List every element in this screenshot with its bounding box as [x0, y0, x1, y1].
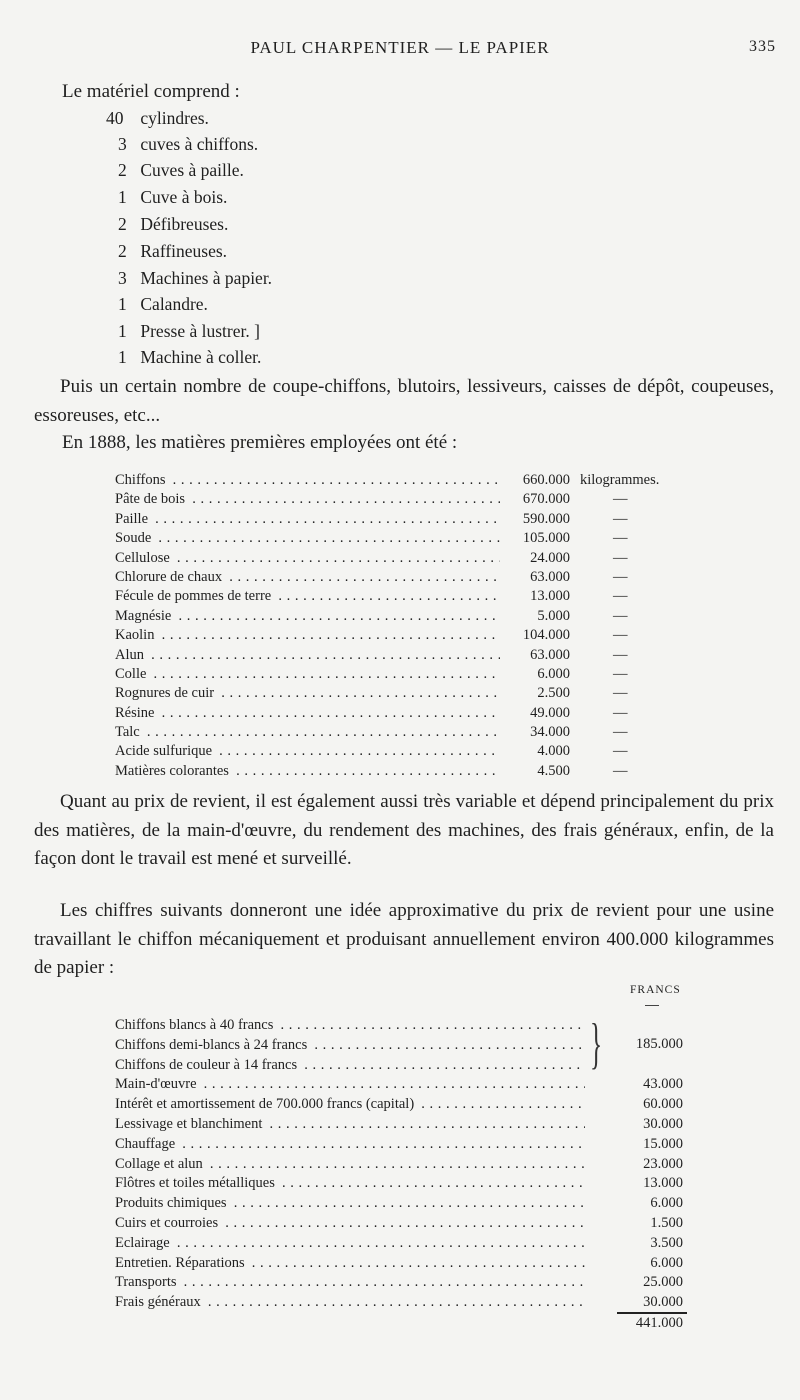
material-row — [115, 549, 695, 568]
equipment-count: 3 — [118, 268, 127, 288]
cost-value: 30.000 — [643, 1115, 683, 1132]
cost-row — [115, 1234, 695, 1254]
ditto-dash: — — [613, 607, 628, 624]
cost-row-chiffons-blancs: Chiffons blancs à 40 francs . . . — [115, 1016, 695, 1036]
cost-name: Eclairage — [115, 1235, 173, 1251]
ditto-dash: — — [613, 588, 628, 605]
cost-name: Lessivage et blanchiment — [115, 1116, 265, 1132]
material-name: Chlorure de chaux — [115, 569, 225, 585]
material-name: Kaolin — [115, 627, 157, 643]
material-row — [115, 646, 695, 665]
ditto-dash: — — [613, 510, 628, 527]
cost-value: 30.000 — [643, 1294, 683, 1311]
francs-column-header: FRANCS — [630, 984, 681, 996]
material-row — [115, 762, 695, 781]
cost-table — [115, 1013, 695, 1313]
running-head — [0, 38, 800, 60]
material-row — [115, 529, 695, 548]
material-quantity: 670.000 — [522, 491, 570, 508]
equipment-count: 2 — [118, 241, 127, 261]
material-name: Magnésie — [115, 608, 174, 624]
cost-name: Main-d'œuvre — [115, 1076, 200, 1092]
equipment-count: 1 — [118, 294, 127, 314]
equipment-item — [118, 157, 244, 183]
material-row — [115, 587, 695, 606]
ditto-dash: — — [613, 724, 628, 741]
cost-row — [115, 1293, 695, 1313]
cost-row — [115, 1273, 695, 1293]
material-quantity: 13.000 — [530, 588, 570, 605]
equipment-label: Cuves à paille. — [140, 160, 244, 180]
cost-value: 43.000 — [643, 1076, 683, 1093]
material-row — [115, 510, 695, 529]
material-quantity: 6.000 — [537, 665, 570, 682]
raw-materials-table — [115, 471, 695, 781]
material-quantity: 4.000 — [537, 743, 570, 760]
cost-row-chiffons-couleur: Chiffons de couleur à 14 francs . . . — [115, 1056, 695, 1076]
material-name: Matières colorantes — [115, 763, 232, 779]
equipment-label: Presse à lustrer. ] — [140, 321, 260, 341]
cost-value: 3.500 — [650, 1234, 683, 1251]
material-name: Fécule de pommes de terre — [115, 588, 274, 604]
equipment-label: Défibreuses. — [140, 214, 229, 234]
equipment-item — [118, 318, 260, 344]
equipment-item — [118, 238, 227, 264]
running-title: PAUL CHARPENTIER — LE PAPIER — [250, 38, 550, 57]
material-quantity: 63.000 — [530, 646, 570, 663]
equipment-label: Cuve à bois. — [140, 187, 228, 207]
material-name: Colle — [115, 666, 149, 682]
ditto-dash: — — [613, 491, 628, 508]
material-quantity: 34.000 — [530, 724, 570, 741]
cost-name: Flôtres et toiles métalliques — [115, 1175, 278, 1191]
cost-value: 6.000 — [650, 1195, 683, 1212]
cost-name: Intérêt et amortissement de 700.000 francs (capital) — [115, 1096, 417, 1112]
francs-rule — [645, 1005, 659, 1006]
material-quantity: 660.000 — [522, 472, 570, 488]
chiffons-brace: } — [590, 1013, 603, 1075]
cost-value: 25.000 — [643, 1274, 683, 1291]
material-quantity: 104.000 — [522, 627, 570, 644]
equipment-item — [118, 291, 208, 317]
material-row — [115, 471, 695, 490]
cost-value: 6.000 — [650, 1254, 683, 1271]
ditto-dash: — — [613, 568, 628, 585]
cost-row — [115, 1115, 695, 1135]
material-quantity: 49.000 — [530, 704, 570, 721]
ditto-dash: — — [613, 627, 628, 644]
equipment-label: Machine à coller. — [140, 347, 262, 367]
chiffons-group-value: 185.000 — [635, 1036, 683, 1052]
cost-row — [115, 1254, 695, 1274]
paragraph-puis: Puis un certain nombre de coupe-chiffons, blutoirs, lessiveurs, caisses de dépôt, coupeuses, essoreuses, etc... — [34, 376, 774, 426]
cost-value: 60.000 — [643, 1096, 683, 1113]
material-row — [115, 665, 695, 684]
paragraph-chiffres: Les chiffres suivants donneront une idée approximative du prix de revient pour une usine travaillant le chiffon mécaniquement et produisant annuellement environ 400.000 kilogrammes de papier : — [34, 900, 774, 978]
material-quantity: 5.000 — [537, 607, 570, 624]
material-row — [115, 723, 695, 742]
material-row — [115, 607, 695, 626]
material-name: Acide sulfurique — [115, 743, 215, 759]
material-row — [115, 490, 695, 509]
cost-total: 441.000 — [635, 1315, 683, 1331]
paragraph-1888: En 1888, les matières premières employées ont été : — [62, 432, 458, 453]
equipment-label: Machines à papier. — [140, 268, 273, 288]
cost-name: Cuirs et courroies — [115, 1215, 221, 1231]
ditto-dash: — — [613, 646, 628, 663]
cost-value: 13.000 — [643, 1175, 683, 1192]
material-name: Alun — [115, 647, 147, 663]
equipment-label: Calandre. — [140, 294, 208, 314]
material-name: Rognures de cuir — [115, 685, 217, 701]
equipment-count: 2 — [118, 160, 127, 180]
material-row — [115, 704, 695, 723]
equipment-count: 40 — [106, 108, 124, 128]
equipment-label: cuves à chiffons. — [140, 134, 259, 154]
equipment-label: Raffineuses. — [140, 241, 228, 261]
material-name: Soude — [115, 530, 154, 546]
cost-value: 15.000 — [643, 1135, 683, 1152]
material-quantity: 2.500 — [537, 685, 570, 702]
ditto-dash: — — [613, 665, 628, 682]
equipment-count: 2 — [118, 214, 127, 234]
cost-row-chiffons-demi-blancs: Chiffons demi-blancs à 24 francs . . . — [115, 1036, 695, 1056]
material-name: Talc — [115, 724, 143, 740]
equipment-item — [118, 211, 228, 237]
material-name: Paille — [115, 511, 151, 527]
material-quantity: 63.000 — [530, 568, 570, 585]
equipment-count: 3 — [118, 134, 127, 154]
equipment-item — [106, 105, 209, 131]
equipment-count: 1 — [118, 321, 127, 341]
equipment-item — [118, 265, 272, 291]
ditto-dash: — — [613, 762, 628, 779]
cost-name: Chauffage — [115, 1136, 178, 1152]
cost-row — [115, 1095, 695, 1115]
material-name: Cellulose — [115, 550, 173, 566]
intro-line: Le matériel comprend : — [62, 81, 240, 102]
material-name: Pâte de bois — [115, 491, 188, 507]
equipment-item — [118, 344, 261, 370]
ditto-dash: — — [613, 549, 628, 566]
cost-name: Frais généraux — [115, 1294, 204, 1310]
cost-row — [115, 1194, 695, 1214]
equipment-item — [118, 131, 258, 157]
material-row — [115, 626, 695, 645]
material-quantity: 24.000 — [530, 549, 570, 566]
cost-value: 1.500 — [650, 1214, 683, 1231]
cost-row — [115, 1214, 695, 1234]
material-quantity: 4.500 — [537, 762, 570, 779]
equipment-count: 1 — [118, 347, 127, 367]
cost-value: 23.000 — [643, 1155, 683, 1172]
equipment-item — [118, 184, 227, 210]
ditto-dash: — — [613, 743, 628, 760]
material-row — [115, 742, 695, 761]
cost-name: Transports — [115, 1274, 180, 1290]
material-quantity: 105.000 — [522, 530, 570, 547]
material-row — [115, 568, 695, 587]
cost-name: Collage et alun — [115, 1156, 206, 1172]
ditto-dash: — — [613, 685, 628, 702]
material-row — [115, 684, 695, 703]
ditto-dash: — — [613, 704, 628, 721]
ditto-dash: — — [613, 530, 628, 547]
material-name: Chiffons — [115, 472, 169, 488]
equipment-count: 1 — [118, 187, 127, 207]
paragraph-prix: Quant au prix de revient, il est également aussi très variable et dépend principalement du prix des matières, de la main-d'œuvre, du rendement des machines, des frais généraux, enfin, de la façon dont le travail est mené et surveillé. — [34, 791, 774, 869]
cost-row — [115, 1075, 695, 1095]
material-unit: kilogrammes. — [580, 472, 660, 488]
equipment-label: cylindres. — [140, 108, 209, 128]
cost-row — [115, 1174, 695, 1194]
material-quantity: 590.000 — [522, 510, 570, 527]
cost-name: Produits chimiques — [115, 1195, 230, 1211]
material-name: Résine — [115, 705, 157, 721]
cost-row — [115, 1135, 695, 1155]
cost-name: Entretien. Réparations — [115, 1255, 248, 1271]
page-number: 335 — [749, 38, 776, 55]
cost-row — [115, 1155, 695, 1175]
